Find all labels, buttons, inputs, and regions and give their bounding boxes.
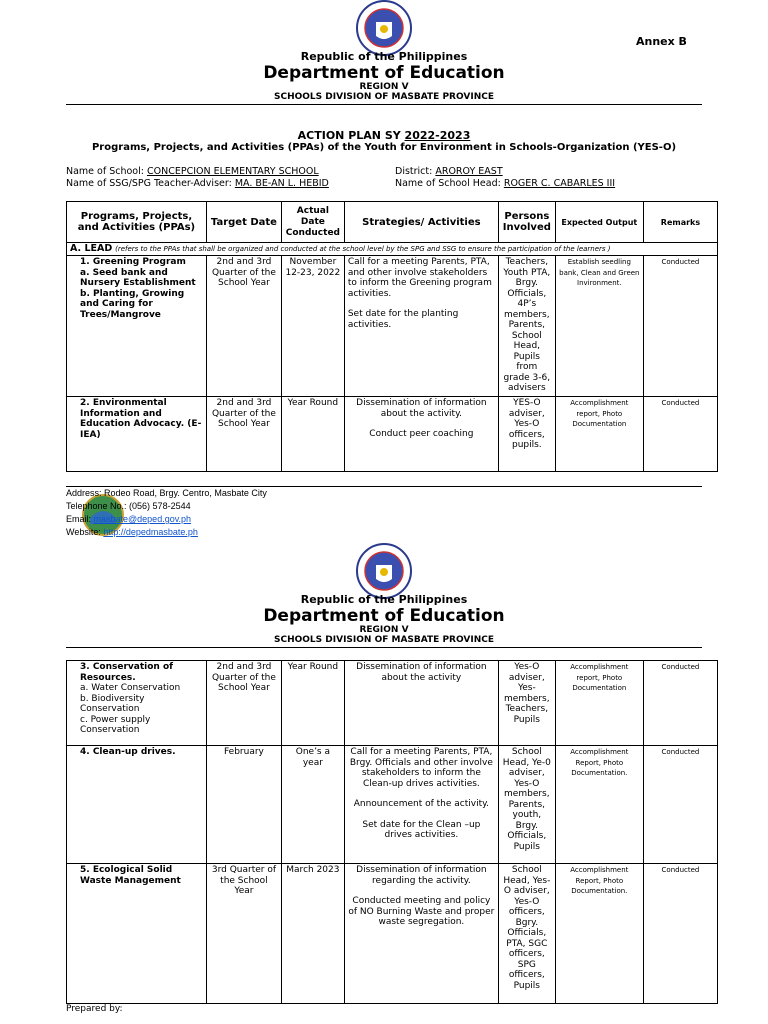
strategy-text: Dissemination of information about the activity	[356, 662, 487, 683]
school-label: Name of School:	[66, 166, 147, 177]
target-date-cell	[206, 256, 281, 397]
strategies-cell	[344, 661, 498, 746]
header-strategies: Strategies/ Activities	[344, 202, 498, 243]
table-row	[67, 256, 718, 397]
persons-involved: School Head, Ye-0 adviser, Yes-O members, Parents, youth, Brgy. Officials, Pupils	[502, 747, 551, 852]
strategy-text: Set date for the Clean –up drives activities.	[362, 819, 481, 840]
section-a-row	[67, 243, 718, 256]
ppa-number: 4.	[80, 747, 90, 757]
remarks: Conducted	[661, 258, 700, 266]
district-value: AROROY EAST	[435, 166, 503, 177]
persons-involved: Teachers, Youth PTA, Brgy. Officials, 4P’s members, Parents, School Head, Pupils from grade 3-6, advisers	[503, 257, 551, 393]
ppa-title-text: Ecological Solid Waste Management	[80, 865, 181, 886]
strategy-text: Set date for the planting activities.	[347, 309, 459, 330]
target-date-cell	[206, 864, 281, 1004]
output-cell	[555, 746, 643, 864]
annex-label: Annex B	[636, 35, 687, 48]
table-row	[67, 746, 718, 864]
email-label: Email:	[66, 514, 94, 524]
remarks: Conducted	[661, 866, 700, 874]
republic-line: Republic of the Philippines	[300, 593, 468, 606]
header-target-date: Target Date	[206, 202, 281, 243]
header-divider	[66, 647, 702, 648]
ppa-title-text: Clean-up drives.	[92, 747, 176, 757]
ppa-sub-item: b. Planting, Growing and Caring for Trees/Mangrove	[80, 288, 185, 320]
expected-output: Accomplishment report, Photo Documentation	[570, 663, 629, 692]
strategies-cell	[344, 256, 498, 397]
head-label: Name of School Head:	[395, 178, 504, 189]
persons-involved: School Head, Yes-O adviser, Yes-O officers, Bgry. Officials, PTA, SGC officers, SPG officers, Pupils	[503, 865, 551, 991]
school-head-line	[395, 178, 615, 189]
action-plan-title	[0, 129, 768, 142]
section-a-note: (refers to the PPAs that shall be organized and conducted at the school level by the SPG and SSG to ensure the participation of the learners )	[115, 245, 611, 253]
target-date-cell	[206, 746, 281, 864]
ppa-cell	[67, 746, 207, 864]
ppa-cell	[67, 864, 207, 1004]
email-link[interactable]: masbate@deped.gov.ph	[93, 514, 192, 524]
ppa-title-text: Greening Program	[92, 257, 186, 267]
division-line: SCHOOLS DIVISION OF MASBATE PROVINCE	[274, 92, 494, 102]
persons-involved: Yes-O adviser, Yes-members, Teachers, Pupils	[504, 662, 550, 725]
ppa-title	[70, 747, 203, 758]
persons-cell	[498, 256, 555, 397]
strategies-cell	[344, 864, 498, 1004]
actual-date: November 12-23, 2022	[285, 257, 341, 278]
action-plan-table-page1	[66, 201, 718, 472]
strategy-text: Dissemination of information about the activity.	[356, 398, 487, 419]
persons-cell	[498, 397, 555, 472]
actual-date: Year Round	[287, 398, 339, 408]
ppa-number: 1.	[80, 257, 90, 267]
remarks-cell	[643, 746, 717, 864]
remarks-cell	[643, 864, 717, 1004]
republic-line: Republic of the Philippines	[300, 50, 468, 63]
table-row	[67, 397, 718, 472]
header-ppas: Programs, Projects, and Activities (PPAs)	[67, 202, 207, 243]
footer-address: Address: Rodeo Road, Brgy. Centro, Masbate City	[66, 488, 267, 498]
remarks-cell	[643, 256, 717, 397]
persons-cell	[498, 746, 555, 864]
persons-cell	[498, 864, 555, 1004]
ppa-sub-item: b. Biodiversity Conservation	[80, 693, 145, 714]
remarks-cell	[643, 661, 717, 746]
strategies-cell	[344, 746, 498, 864]
output-cell	[555, 256, 643, 397]
target-date: February	[223, 747, 264, 757]
deped-seal-icon	[356, 0, 412, 56]
strategy-text: Announcement of the activity.	[353, 799, 490, 809]
expected-output: Accomplishment report, Photo Documentation	[570, 399, 629, 428]
persons-involved: YES-O adviser, Yes-O officers, pupils.	[508, 398, 545, 450]
ppa-title	[70, 398, 203, 440]
expected-output: Accomplishment Report, Photo Documentation.	[570, 748, 629, 777]
footer-website-line	[66, 526, 267, 539]
ppa-title-text: Environmental Information and Education Advocacy. (E-IEA)	[80, 398, 202, 440]
department-title: Department of Education	[263, 606, 505, 626]
strategy-text: Conduct peer coaching	[369, 429, 474, 439]
remarks: Conducted	[661, 748, 700, 756]
region-line: REGION V	[359, 82, 409, 92]
ppa-title	[70, 865, 203, 886]
district-label: District:	[395, 166, 436, 177]
ppa-number: 3.	[80, 662, 90, 672]
strategy-text: Dissemination of information regarding the activity.	[356, 865, 487, 886]
deped-seal-icon	[356, 543, 412, 599]
department-title: Department of Education	[263, 63, 505, 83]
table-row	[67, 864, 718, 1004]
actual-date: One’s a year	[295, 747, 331, 768]
actual-date-cell	[281, 256, 344, 397]
ppa-cell	[67, 661, 207, 746]
action-plan-subtitle: Programs, Projects, and Activities (PPAs) of the Youth for Environment in Schools-Organization (YES-O)	[91, 142, 677, 153]
expected-output: Establish seedling bank, Clean and Green Invironment.	[559, 258, 640, 287]
remarks: Conducted	[661, 399, 700, 407]
strategy-text: Call for a meeting Parents, PTA, Brgy. Officials and other involve stakeholders to inform the Clean-up drives activities.	[349, 747, 493, 789]
actual-date-cell	[281, 746, 344, 864]
expected-output: Accomplishment Report, Photo Documentation.	[570, 866, 629, 895]
actual-date-cell	[281, 397, 344, 472]
footer-telephone: Telephone No.: (056) 578-2544	[66, 501, 191, 511]
action-plan-prefix: ACTION PLAN SY	[297, 129, 405, 142]
strategy-text: Call for a meeting Parents, PTA, and other involve stakeholders to inform the Greening program activities.	[347, 257, 492, 299]
actual-date-cell	[281, 661, 344, 746]
school-value: CONCEPCION ELEMENTARY SCHOOL	[146, 166, 319, 177]
header-actual-date: Actual Date Conducted	[281, 202, 344, 243]
target-date-cell	[206, 397, 281, 472]
target-date: 2nd and 3rd Quarter of the School Year	[211, 662, 276, 693]
target-date: 2nd and 3rd Quarter of the School Year	[211, 257, 276, 288]
website-label: Website:	[66, 527, 104, 537]
ppa-number: 5.	[80, 865, 90, 875]
strategies-cell	[344, 397, 498, 472]
head-value: ROGER C. CABARLES III	[503, 178, 616, 189]
ppa-sub-item: a. Seed bank and Nursery Establishment	[80, 267, 196, 288]
target-date: 2nd and 3rd Quarter of the School Year	[211, 398, 276, 429]
strategy-text: Conducted meeting and policy of NO Burning Waste and proper waste segregation.	[348, 896, 495, 927]
ppa-cell	[67, 397, 207, 472]
remarks-cell	[643, 397, 717, 472]
ppa-sub-item: c. Power supply Conservation	[80, 714, 151, 735]
footer-email-line	[66, 513, 267, 526]
ppa-title-text: Conservation of Resources.	[80, 662, 174, 683]
ppa-title	[70, 257, 203, 268]
action-plan-year: 2022-2023	[404, 129, 471, 142]
header-persons: Persons Involved	[498, 202, 555, 243]
target-date-cell	[206, 661, 281, 746]
action-plan-table-page2	[66, 660, 718, 1004]
ppa-number: 2.	[80, 398, 90, 408]
adviser-value: MA. BE-AN L. HEBID	[234, 178, 329, 189]
district-line	[395, 166, 503, 177]
region-line: REGION V	[359, 625, 409, 635]
website-link[interactable]: http://depedmasbate.ph	[103, 527, 198, 537]
ppa-cell	[67, 256, 207, 397]
table-row	[67, 661, 718, 746]
division-line: SCHOOLS DIVISION OF MASBATE PROVINCE	[274, 635, 494, 645]
adviser-label: Name of SSG/SPG Teacher-Adviser:	[66, 178, 235, 189]
actual-date-cell	[281, 864, 344, 1004]
target-date: 3rd Quarter of the School Year	[211, 865, 277, 896]
persons-cell	[498, 661, 555, 746]
actual-date: Year Round	[287, 662, 339, 672]
footer-block	[66, 487, 267, 539]
header-divider	[66, 104, 702, 105]
ppa-sub-item: a. Water Conservation	[80, 683, 181, 693]
prepared-by-label: Prepared by:	[66, 1004, 123, 1014]
actual-date: March 2023	[286, 865, 340, 875]
header-expected-output: Expected Output	[555, 202, 643, 243]
output-cell	[555, 397, 643, 472]
school-name-line	[66, 166, 319, 177]
output-cell	[555, 661, 643, 746]
header-remarks: Remarks	[643, 202, 717, 243]
ppa-title	[70, 662, 203, 683]
remarks: Conducted	[661, 663, 700, 671]
adviser-line	[66, 178, 329, 189]
section-a-label: A. LEAD	[70, 243, 113, 254]
output-cell	[555, 864, 643, 1004]
